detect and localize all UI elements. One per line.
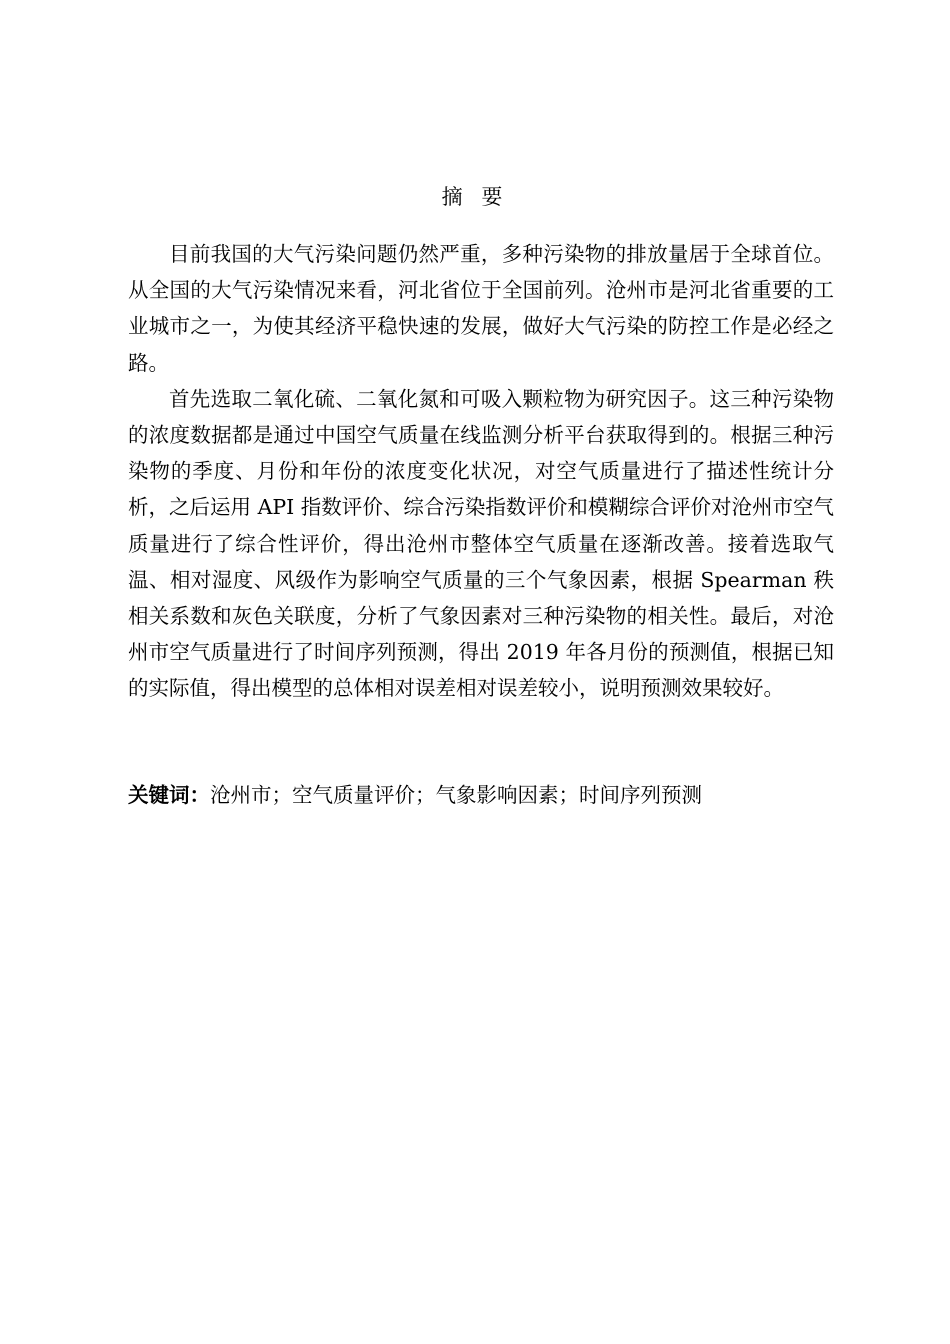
keywords-label: 关键词：	[128, 783, 210, 807]
abstract-body	[128, 236, 834, 707]
keywords-text: 沧州市；空气质量评价；气象影响因素；时间序列预测	[210, 783, 702, 807]
abstract-paragraph-2: 首先选取二氧化硫、二氧化氮和可吸入颗粒物为研究因子。这三种污染物的浓度数据都是通过中国空气质量在线监测分析平台获取得到的。根据三种污染物的季度、月份和年份的浓度变化状况，对空气质量进行了描述性统计分析，之后运用 API 指数评价、综合污染指数评价和模糊综合评价对沧州市空气质量进行了综合性评价，得出沧州市整体空气质量在逐渐改善。接着选取气温、相对湿度、风级作为影响空气质量的三个气象因素，根据 Spearman 秩相关系数和灰色关联度，分析了气象因素对三种污染物的相关性。最后，对沧州市空气质量进行了时间序列预测，得出 2019 年各月份的预测值，根据已知的实际值，得出模型的总体相对误差相对误差较小，说明预测效果较好。	[128, 386, 834, 701]
abstract-paragraph-1: 目前我国的大气污染问题仍然严重，多种污染物的排放量居于全球首位。从全国的大气污染情况来看，河北省位于全国前列。沧州市是河北省重要的工业城市之一，为使其经济平稳快速的发展，做好大气污染的防控工作是必经之路。	[128, 242, 834, 375]
keywords-line	[128, 778, 834, 812]
abstract-title: 摘 要	[441, 185, 509, 209]
